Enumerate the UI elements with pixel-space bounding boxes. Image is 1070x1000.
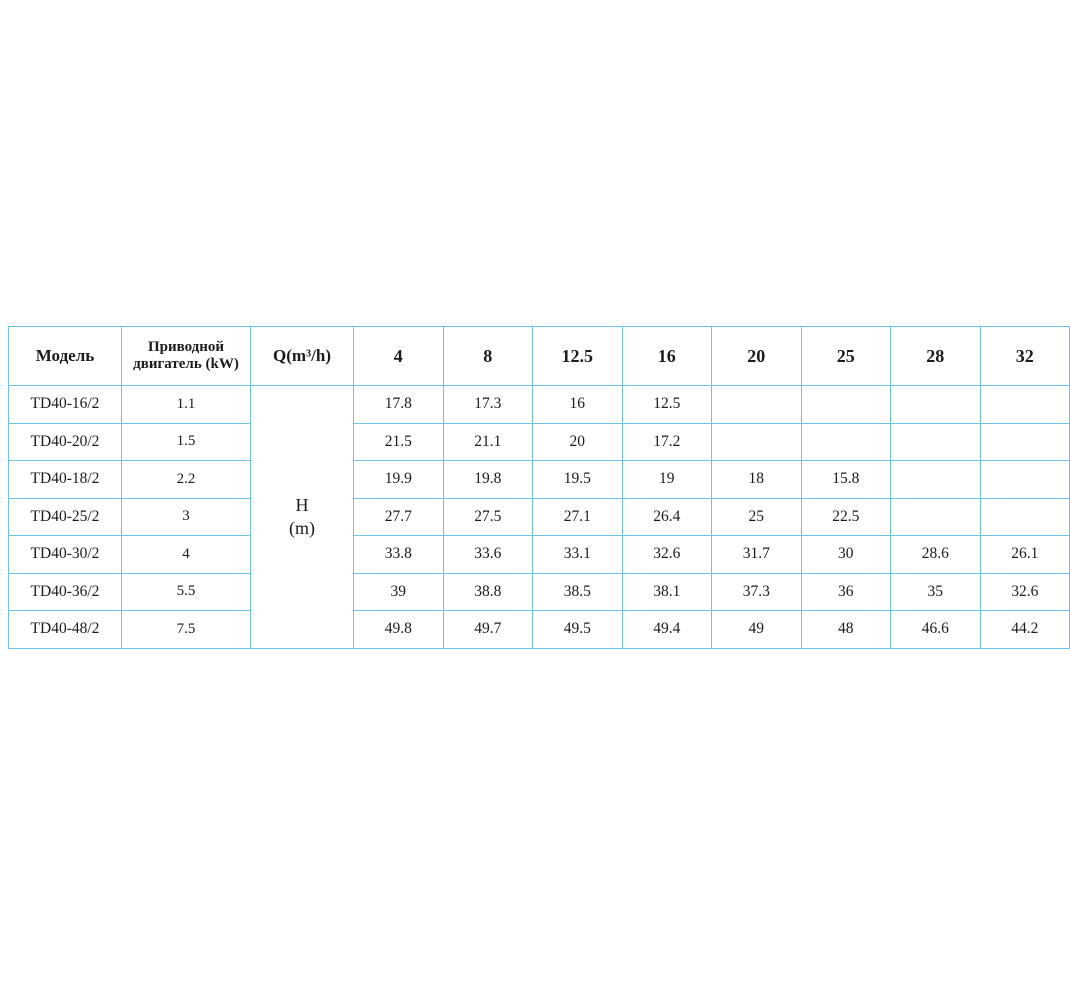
pump-specification-table-container [8, 326, 1039, 649]
cell-head-value [801, 423, 891, 461]
head-label-line-2: (m) [289, 517, 315, 538]
table-row [9, 573, 1070, 611]
cell-head-value: 16 [533, 386, 623, 424]
cell-head-value: 32.6 [980, 573, 1070, 611]
cell-head-value: 49.4 [622, 611, 712, 649]
cell-head-value: 28.6 [891, 536, 981, 574]
column-header-flow-8: 8 [443, 327, 533, 386]
cell-model: TD40-30/2 [9, 536, 122, 574]
cell-head-value: 27.7 [354, 498, 444, 536]
cell-head-value: 48 [801, 611, 891, 649]
cell-head-value: 30 [801, 536, 891, 574]
column-header-model: Модель [9, 327, 122, 386]
head-label-line-1: H [295, 495, 309, 516]
cell-head-value [712, 423, 802, 461]
cell-head-value: 26.4 [622, 498, 712, 536]
cell-model: TD40-20/2 [9, 423, 122, 461]
cell-motor-power: 4 [122, 536, 251, 574]
cell-head-value: 38.1 [622, 573, 712, 611]
cell-head-value: 17.3 [443, 386, 533, 424]
cell-head-value: 44.2 [980, 611, 1070, 649]
cell-model: TD40-25/2 [9, 498, 122, 536]
table-row [9, 536, 1070, 574]
column-header-flow-4: 4 [354, 327, 444, 386]
cell-motor-power: 2.2 [122, 461, 251, 499]
cell-motor-power: 5.5 [122, 573, 251, 611]
cell-head-value: 46.6 [891, 611, 981, 649]
cell-head-value: 33.1 [533, 536, 623, 574]
cell-head-value: 17.2 [622, 423, 712, 461]
cell-head-value: 49.7 [443, 611, 533, 649]
cell-head-value: 49.5 [533, 611, 623, 649]
cell-head-value: 19.8 [443, 461, 533, 499]
column-header-flow-20: 20 [712, 327, 802, 386]
cell-model: TD40-18/2 [9, 461, 122, 499]
cell-head-value: 38.8 [443, 573, 533, 611]
cell-head-value: 20 [533, 423, 623, 461]
column-header-flow-12-5: 12.5 [533, 327, 623, 386]
table-header-row [9, 327, 1070, 386]
cell-model: TD40-16/2 [9, 386, 122, 424]
cell-motor-power: 7.5 [122, 611, 251, 649]
cell-head-value: 49.8 [354, 611, 444, 649]
table-body [9, 386, 1070, 649]
cell-head-value [980, 461, 1070, 499]
cell-head-value: 33.8 [354, 536, 444, 574]
cell-model: TD40-48/2 [9, 611, 122, 649]
cell-head-value [891, 386, 981, 424]
pump-specification-table [8, 326, 1070, 649]
cell-head-value: 37.3 [712, 573, 802, 611]
cell-head-value: 12.5 [622, 386, 712, 424]
cell-head-value: 27.5 [443, 498, 533, 536]
cell-head-value: 32.6 [622, 536, 712, 574]
cell-head-value: 19.9 [354, 461, 444, 499]
table-row [9, 386, 1070, 424]
cell-head-value: 18 [712, 461, 802, 499]
cell-head-value: 25 [712, 498, 802, 536]
cell-head-value [891, 461, 981, 499]
cell-head-value: 17.8 [354, 386, 444, 424]
cell-head-value: 38.5 [533, 573, 623, 611]
cell-head-value [980, 423, 1070, 461]
table-row [9, 461, 1070, 499]
cell-head-value [891, 423, 981, 461]
cell-head-value [980, 386, 1070, 424]
cell-motor-power: 1.1 [122, 386, 251, 424]
column-header-flow-28: 28 [891, 327, 981, 386]
table-row [9, 611, 1070, 649]
column-header-flow-25: 25 [801, 327, 891, 386]
cell-head-value: 19 [622, 461, 712, 499]
cell-head-value: 49 [712, 611, 802, 649]
cell-head-value [712, 386, 802, 424]
cell-motor-power: 1.5 [122, 423, 251, 461]
cell-head-value: 36 [801, 573, 891, 611]
column-header-flow-32: 32 [980, 327, 1070, 386]
table-row [9, 498, 1070, 536]
cell-head-value: 27.1 [533, 498, 623, 536]
cell-head-value [980, 498, 1070, 536]
column-header-flow-rate: Q(m³/h) [251, 327, 354, 386]
cell-motor-power: 3 [122, 498, 251, 536]
cell-head-value: 33.6 [443, 536, 533, 574]
cell-head-value: 15.8 [801, 461, 891, 499]
cell-head-value [891, 498, 981, 536]
cell-head-value: 21.1 [443, 423, 533, 461]
cell-head-value: 26.1 [980, 536, 1070, 574]
cell-head-label [251, 386, 354, 649]
table-row [9, 423, 1070, 461]
cell-head-value: 31.7 [712, 536, 802, 574]
cell-head-value: 39 [354, 573, 444, 611]
cell-head-value: 21.5 [354, 423, 444, 461]
column-header-motor-power: Приводной двигатель (kW) [122, 327, 251, 386]
cell-head-value [801, 386, 891, 424]
column-header-flow-16: 16 [622, 327, 712, 386]
cell-head-value: 19.5 [533, 461, 623, 499]
cell-model: TD40-36/2 [9, 573, 122, 611]
cell-head-value: 35 [891, 573, 981, 611]
cell-head-value: 22.5 [801, 498, 891, 536]
table-header [9, 327, 1070, 386]
